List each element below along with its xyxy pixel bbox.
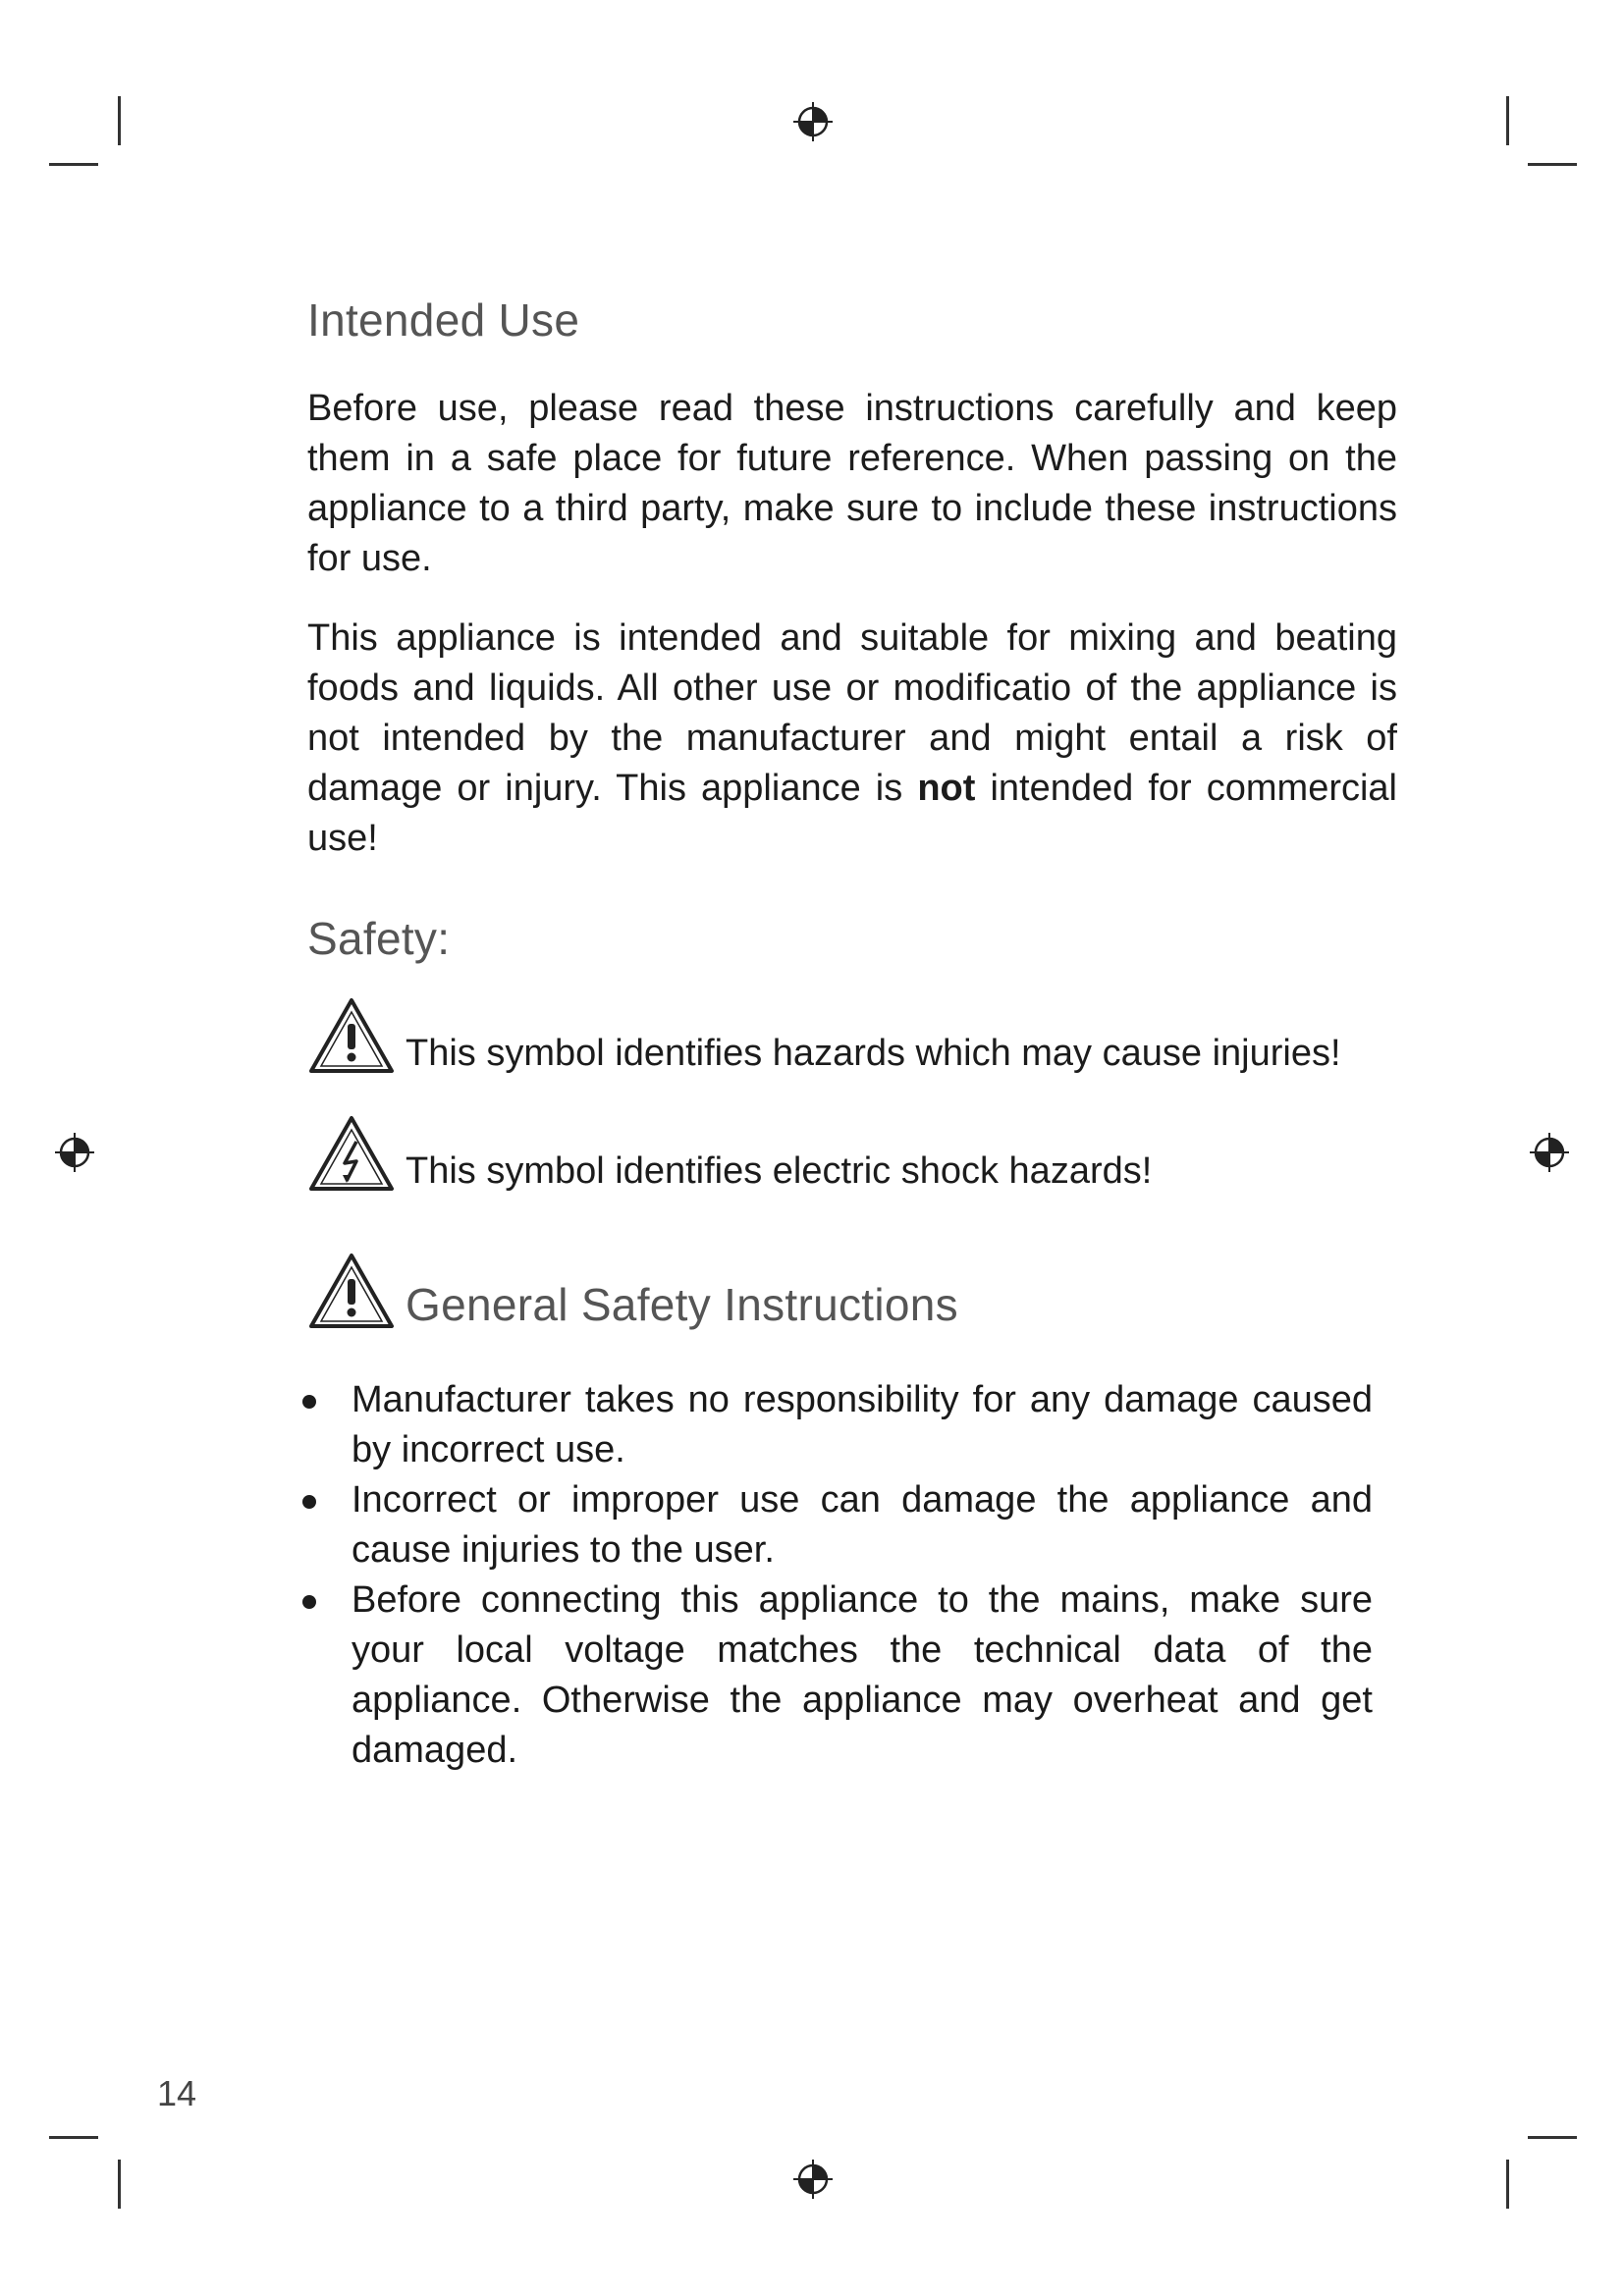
safety-bullet-list xyxy=(302,1375,1373,1776)
para-2-bold: not xyxy=(917,768,976,809)
registration-mark-icon xyxy=(1528,1131,1571,1174)
shock-row xyxy=(307,1114,1152,1193)
crop-mark xyxy=(49,2136,98,2139)
intended-use-para-2 xyxy=(307,614,1397,864)
bullet-icon xyxy=(302,1395,316,1409)
safety-title: Safety: xyxy=(307,913,451,964)
electric-shock-icon xyxy=(307,1114,396,1193)
registration-mark-icon xyxy=(791,100,835,143)
crop-mark xyxy=(1506,2160,1509,2209)
intended-use-title: Intended Use xyxy=(307,294,580,346)
list-item: Before connecting this appliance to the mains, make sure your local voltage matches the technical data of the appliance. Otherwise the appliance may overheat and get damaged. xyxy=(302,1575,1373,1776)
general-title-row xyxy=(307,1252,958,1330)
warning-triangle-icon xyxy=(307,1252,396,1330)
bullet-icon xyxy=(302,1495,316,1509)
page-number: 14 xyxy=(157,2073,197,2113)
bullet-icon xyxy=(302,1595,316,1609)
crop-mark xyxy=(118,96,121,145)
warning-triangle-icon xyxy=(307,996,396,1075)
crop-mark xyxy=(1528,2136,1577,2139)
para-2-text-end: intended for commercial use! xyxy=(307,768,1397,859)
crop-mark xyxy=(118,2160,121,2209)
list-item: Manufacturer takes no responsibility for any damage caused by incorrect use. xyxy=(302,1375,1373,1475)
crop-mark xyxy=(1506,96,1509,145)
shock-text: This symbol identifies electric shock hazards! xyxy=(406,1150,1153,1192)
list-item: Incorrect or improper use can damage the appliance and cause injuries to the user. xyxy=(302,1475,1373,1575)
registration-mark-icon xyxy=(53,1131,96,1174)
para-2-text: This appliance is intended and suitable for mixing and beating foods and liquids. All other use or modificatio of the appliance is not intended by the manufacturer and might entail a risk of damage or injury. This appliance is xyxy=(307,617,1397,809)
crop-mark xyxy=(49,163,98,166)
intended-use-para-1: Before use, please read these instructions carefully and keep them in a safe place for future reference. When passing on the appliance to a third party, make sure to include these instructions for use. xyxy=(307,388,1397,579)
crop-mark xyxy=(1528,163,1577,166)
registration-mark-icon xyxy=(791,2158,835,2201)
general-safety-title: General Safety Instructions xyxy=(406,1279,958,1330)
hazard-text: This symbol identifies hazards which may cause injuries! xyxy=(406,1033,1341,1074)
hazard-row xyxy=(307,996,1341,1075)
